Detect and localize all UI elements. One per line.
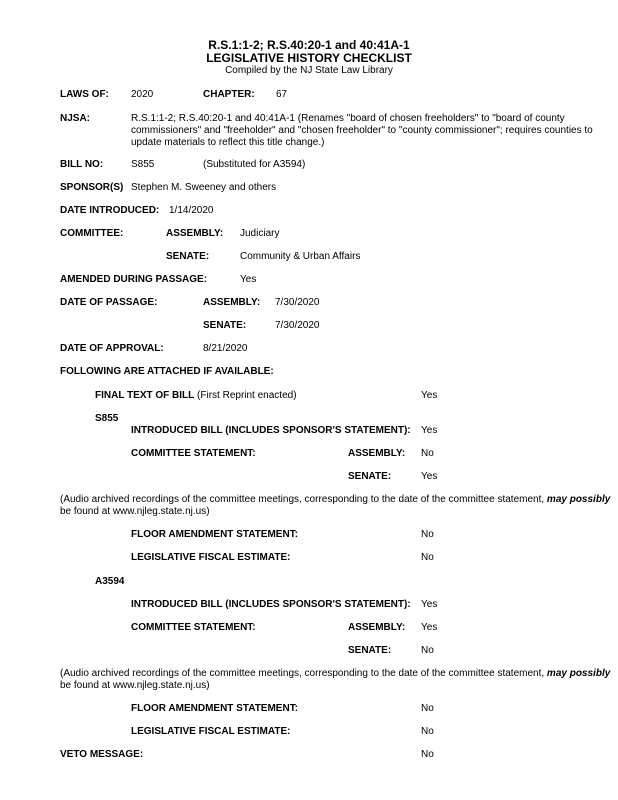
s855-audio-text: (Audio archived recordings of the committee meetings, corresponding to the date of the committee statement, (60, 494, 547, 505)
committee-assembly-label: ASSEMBLY: (166, 228, 224, 239)
sponsor-value: Stephen M. Sweeney and others (131, 182, 277, 193)
passage-senate-value: 7/30/2020 (275, 320, 320, 331)
s855-audio-emphasis: may possibly (546, 494, 611, 505)
a3594-fiscal-value: No (421, 726, 434, 737)
veto-value: No (421, 749, 434, 760)
a3594-floor-value: No (421, 703, 434, 714)
s855-assembly-value: No (421, 448, 434, 459)
passage-senate-label: SENATE: (203, 320, 247, 331)
bill-substituted-note: (Substituted for A3594) (203, 159, 306, 170)
a3594-committee-label: COMMITTEE STATEMENT: (131, 622, 256, 633)
date-introduced-value: 1/14/2020 (169, 205, 214, 216)
sponsor-label: SPONSOR(S) (60, 182, 124, 193)
s855-introduced-label: INTRODUCED BILL (INCLUDES SPONSOR'S STATEMENT): (131, 425, 411, 436)
a3594-audio-note-line-2: be found at www.njleg.state.nj.us) (60, 680, 210, 691)
amended-label: AMENDED DURING PASSAGE: (60, 274, 208, 285)
veto-label: VETO MESSAGE: (60, 749, 144, 760)
laws-of-value: 2020 (131, 89, 154, 100)
laws-of-label: LAWS OF: (60, 89, 109, 100)
njsa-line-3: update materials to reflect this title change.) (131, 137, 325, 148)
s855-fiscal-value: No (421, 552, 434, 563)
document-title: R.S.1:1-2; R.S.40:20-1 and 40:41A-1 (208, 38, 410, 52)
document-subtitle: LEGISLATIVE HISTORY CHECKLIST (206, 51, 412, 65)
passage-assembly-label: ASSEMBLY: (203, 297, 261, 308)
a3594-audio-emphasis: may possibly (546, 668, 611, 679)
approval-label: DATE OF APPROVAL: (60, 343, 164, 354)
s855-fiscal-label: LEGISLATIVE FISCAL ESTIMATE: (131, 552, 291, 563)
s855-introduced-value: Yes (421, 425, 438, 436)
a3594-senate-value: No (421, 645, 434, 656)
committee-assembly-value: Judiciary (240, 228, 280, 239)
njsa-line-1: R.S.1:1-2; R.S.40:20-1 and 40:41A-1 (Renames "board of chosen freeholders" to "board of county (131, 113, 565, 124)
s855-floor-value: No (421, 529, 434, 540)
a3594-audio-note-line-1 (60, 668, 610, 680)
amended-value: Yes (240, 274, 257, 285)
committee-senate-value: Community & Urban Affairs (240, 251, 361, 262)
a3594-fiscal-label: LEGISLATIVE FISCAL ESTIMATE: (131, 726, 291, 737)
a3594-assembly-value: Yes (421, 622, 438, 633)
passage-label: DATE OF PASSAGE: (60, 297, 158, 308)
bill-no-value: S855 (131, 159, 155, 170)
a3594-audio-text: (Audio archived recordings of the committee meetings, corresponding to the date of the committee statement, (60, 668, 547, 679)
committee-senate-label: SENATE: (166, 251, 210, 262)
compiled-by: Compiled by the NJ State Law Library (225, 65, 393, 76)
s855-assembly-label: ASSEMBLY: (348, 448, 406, 459)
a3594-introduced-value: Yes (421, 599, 438, 610)
a3594-label: A3594 (95, 576, 125, 587)
s855-committee-label: COMMITTEE STATEMENT: (131, 448, 256, 459)
final-text-row (95, 390, 297, 402)
a3594-introduced-label: INTRODUCED BILL (INCLUDES SPONSOR'S STATEMENT): (131, 599, 411, 610)
s855-senate-label: SENATE: (348, 471, 392, 482)
date-introduced-label: DATE INTRODUCED: (60, 205, 160, 216)
passage-assembly-value: 7/30/2020 (275, 297, 320, 308)
njsa-line-2: commissioners" and "freeholder" and "chosen freeholder" to "county commissioner"; requires counties to (131, 125, 593, 136)
s855-floor-label: FLOOR AMENDMENT STATEMENT: (131, 529, 299, 540)
bill-no-label: BILL NO: (60, 159, 104, 170)
chapter-value: 67 (276, 89, 288, 100)
final-text-label: FINAL TEXT OF BILL (95, 390, 195, 401)
committee-label: COMMITTEE: (60, 228, 124, 239)
a3594-senate-label: SENATE: (348, 645, 392, 656)
s855-label: S855 (95, 413, 119, 424)
final-text-value: Yes (421, 390, 438, 401)
njsa-label: NJSA: (60, 113, 91, 124)
s855-senate-value: Yes (421, 471, 438, 482)
a3594-assembly-label: ASSEMBLY: (348, 622, 406, 633)
attached-heading: FOLLOWING ARE ATTACHED IF AVAILABLE: (60, 366, 274, 377)
final-text-note: (First Reprint enacted) (197, 390, 297, 401)
s855-audio-note-line-2: be found at www.njleg.state.nj.us) (60, 506, 210, 517)
approval-value: 8/21/2020 (203, 343, 248, 354)
s855-audio-note-line-1 (60, 494, 610, 506)
chapter-label: CHAPTER: (203, 89, 255, 100)
a3594-floor-label: FLOOR AMENDMENT STATEMENT: (131, 703, 299, 714)
